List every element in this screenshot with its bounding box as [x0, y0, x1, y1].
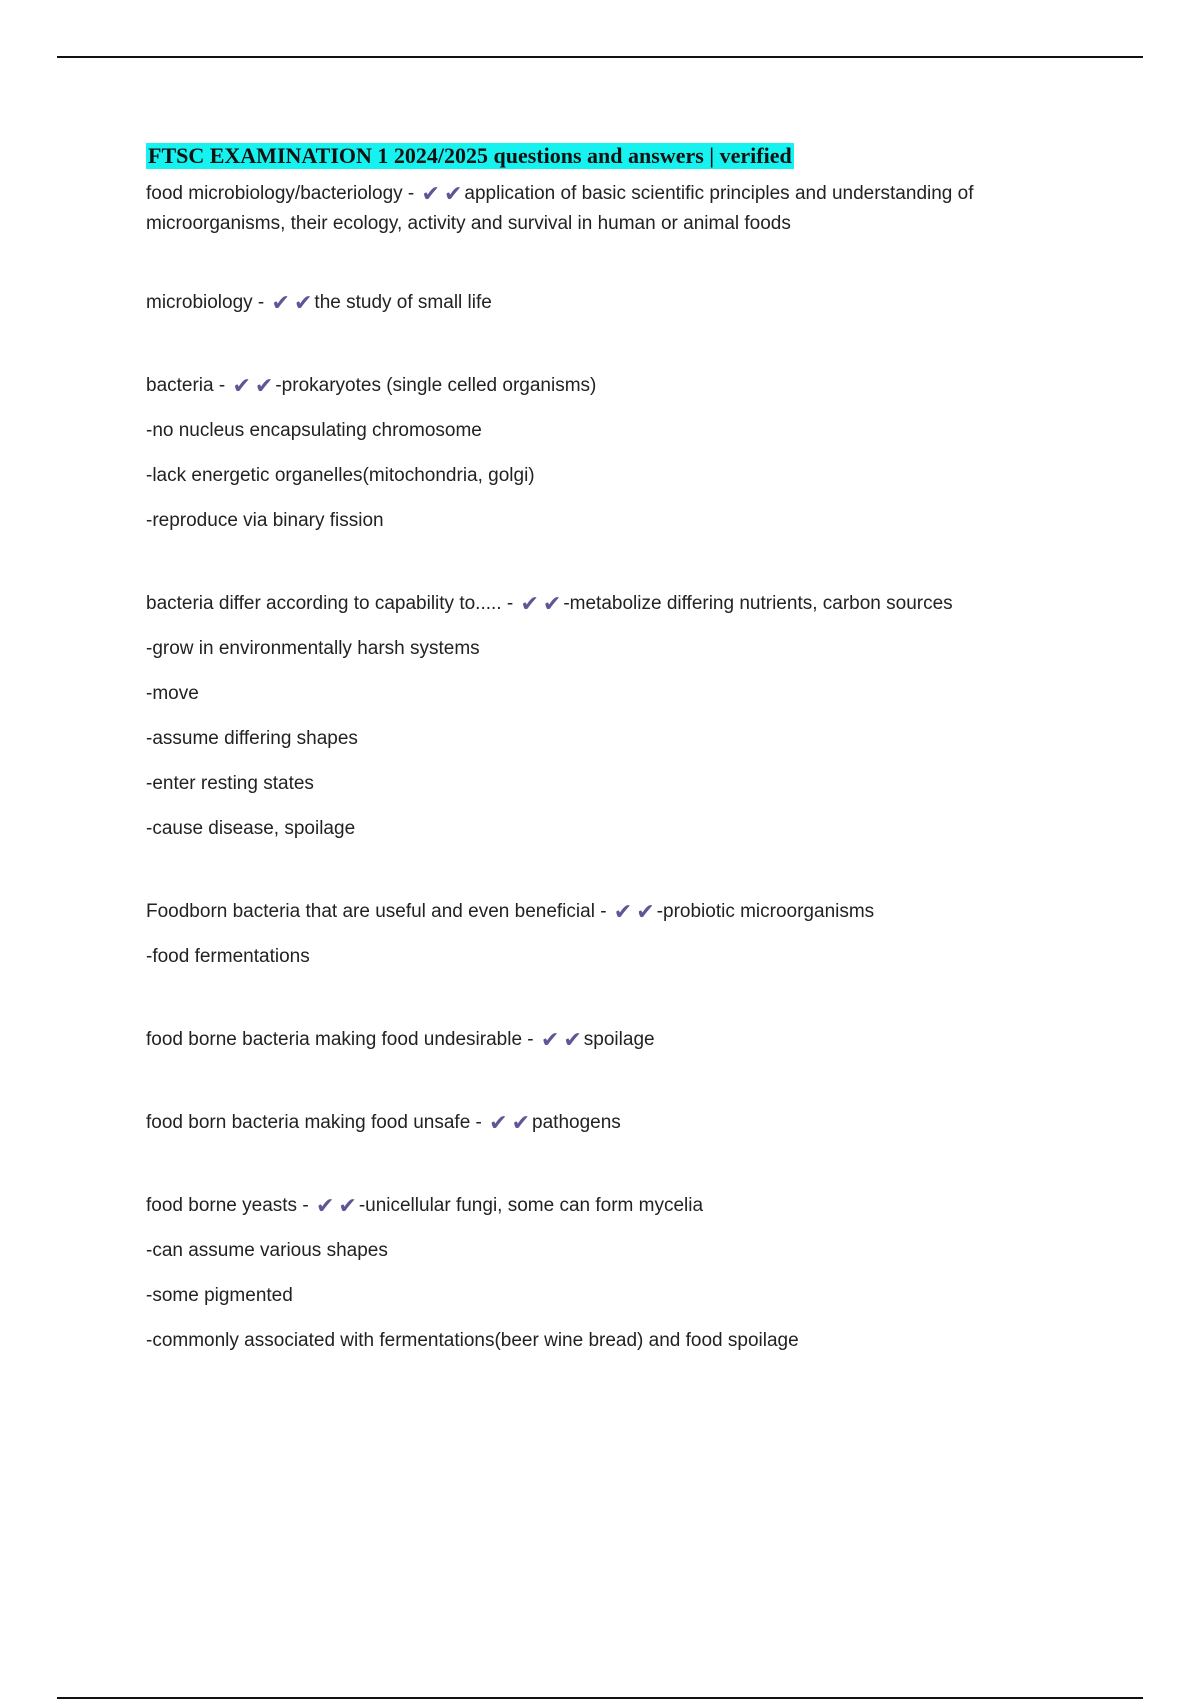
check-mark-icon: ✔	[542, 592, 562, 617]
qa-entry	[146, 179, 1076, 239]
question-term: bacteria differ according to capability to..... -	[146, 593, 519, 614]
answer-line: -food fermentations	[146, 946, 310, 967]
check-mark-icon: ✔	[520, 592, 539, 617]
question-term: Foodborn bacteria that are useful and even beneficial -	[146, 901, 612, 922]
qa-entry	[146, 288, 1076, 318]
question-term: microbiology -	[146, 292, 270, 313]
check-mark-icon: ✔	[338, 1194, 357, 1219]
question-term: food born bacteria making food unsafe -	[146, 1112, 488, 1133]
answer-continuation: microorganisms, their ecology, activity and survival in human or animal foods	[146, 213, 791, 234]
answer-text: pathogens	[532, 1112, 621, 1133]
check-mark-icon: ✔	[613, 900, 633, 925]
answer-text: -metabolize differing nutrients, carbon sources	[563, 593, 953, 614]
answer-line: -grow in environmentally harsh systems	[146, 638, 480, 659]
answer-line: -move	[146, 683, 199, 704]
check-mark-icon: ✔	[232, 374, 251, 399]
check-mark-icon: ✔	[540, 1028, 560, 1053]
qa-first-line	[146, 288, 1076, 318]
question-term: food borne yeasts -	[146, 1195, 314, 1216]
qa-first-line	[146, 179, 1076, 209]
title-row	[146, 143, 1076, 169]
check-mark-icon: ✔	[563, 1028, 582, 1053]
answer-line: -reproduce via binary fission	[146, 510, 384, 531]
qa-first-line	[146, 1108, 1076, 1138]
answer-text: the study of small life	[314, 292, 492, 313]
question-term: bacteria -	[146, 375, 231, 396]
qa-entry	[146, 371, 1076, 536]
check-mark-icon: ✔	[511, 1111, 531, 1136]
qa-first-line	[146, 371, 1076, 401]
qa-first-line	[146, 1025, 1076, 1055]
bottom-rule	[57, 1697, 1143, 1699]
check-mark-icon: ✔	[293, 291, 313, 316]
answer-text: application of basic scientific principles and understanding of	[464, 183, 974, 204]
qa-first-line	[146, 589, 1076, 619]
answer-text: -probiotic microorganisms	[656, 901, 875, 922]
answer-line: -enter resting states	[146, 773, 314, 794]
check-mark-icon: ✔	[421, 182, 440, 207]
check-mark-icon: ✔	[636, 900, 655, 925]
qa-entry	[146, 897, 1076, 972]
document-body	[146, 143, 1076, 1356]
top-rule	[57, 56, 1143, 58]
question-term: food microbiology/bacteriology -	[146, 183, 420, 204]
question-term: food borne bacteria making food undesirable -	[146, 1029, 539, 1050]
answer-text: -unicellular fungi, some can form mycelia	[358, 1195, 704, 1216]
qa-entry	[146, 589, 1076, 844]
check-mark-icon: ✔	[443, 182, 463, 207]
answer-text: -prokaryotes (single celled organisms)	[275, 375, 597, 396]
check-mark-icon: ✔	[254, 374, 274, 399]
check-mark-icon: ✔	[489, 1111, 508, 1136]
answer-line: -assume differing shapes	[146, 728, 358, 749]
entry-list	[146, 179, 1076, 1356]
answer-line: -can assume various shapes	[146, 1240, 388, 1261]
check-mark-icon: ✔	[315, 1194, 335, 1219]
document-title: FTSC EXAMINATION 1 2024/2025 questions and answers | verified	[148, 143, 792, 168]
qa-first-line	[146, 1191, 1076, 1221]
answer-line: -some pigmented	[146, 1285, 293, 1306]
answer-line: -cause disease, spoilage	[146, 818, 356, 839]
qa-entry	[146, 1025, 1076, 1055]
answer-line: -lack energetic organelles(mitochondria, golgi)	[146, 465, 535, 486]
qa-entry	[146, 1191, 1076, 1356]
qa-first-line	[146, 897, 1076, 927]
answer-line: -no nucleus encapsulating chromosome	[146, 420, 482, 441]
qa-entry	[146, 1108, 1076, 1138]
answer-line: -commonly associated with fermentations(beer wine bread) and food spoilage	[146, 1330, 799, 1351]
answer-text: spoilage	[583, 1029, 655, 1050]
check-mark-icon: ✔	[271, 291, 290, 316]
